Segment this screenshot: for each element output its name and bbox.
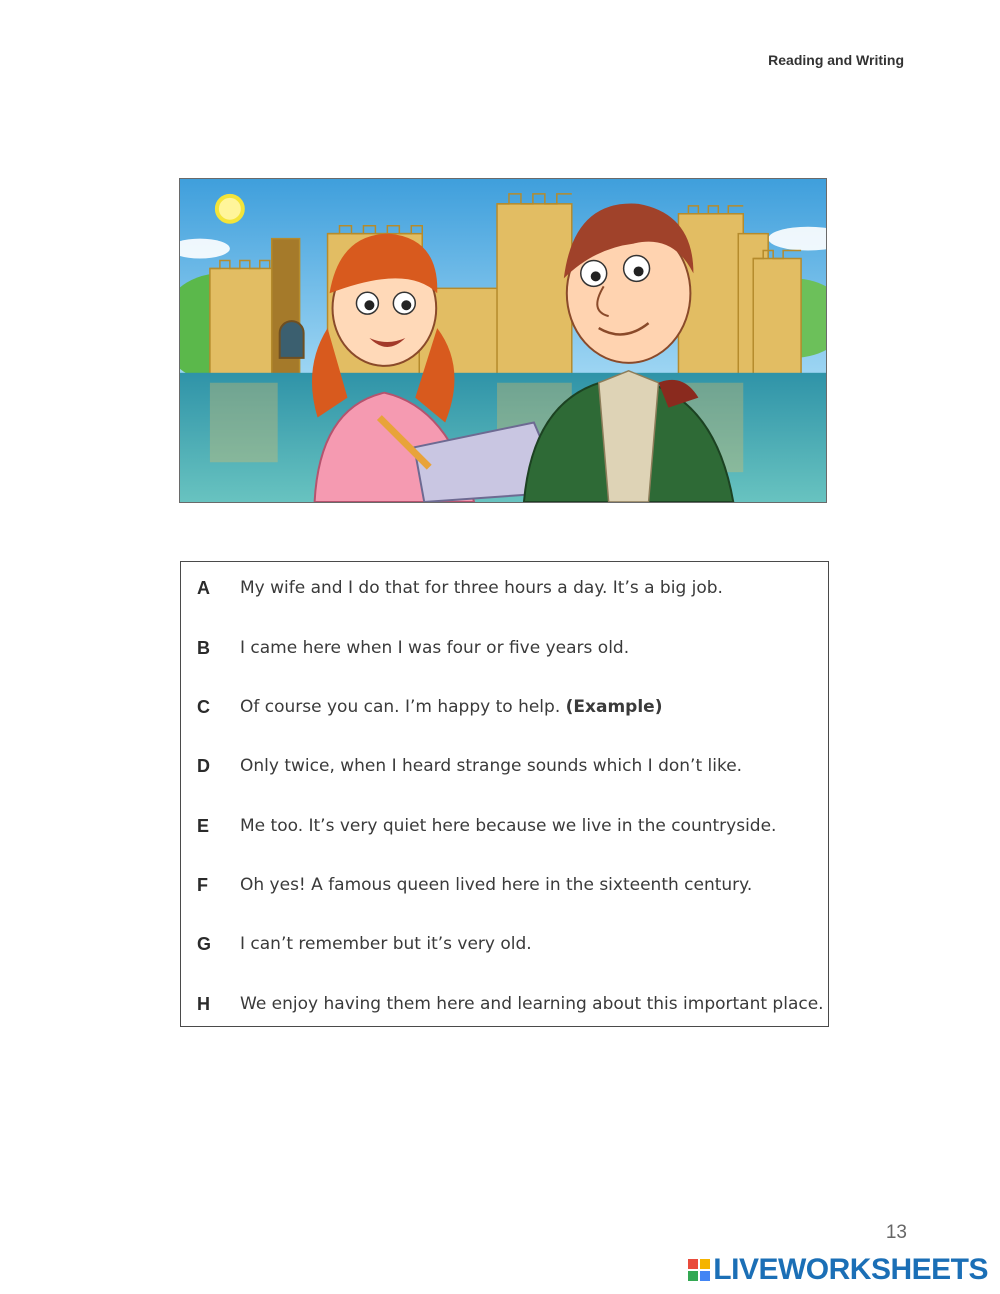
answer-options-box: [180, 561, 829, 1027]
option-text: We enjoy having them here and learning about this important place.: [240, 994, 824, 1014]
option-letter: B: [197, 637, 210, 658]
option-d[interactable]: [181, 751, 828, 781]
brand-logo[interactable]: [688, 1253, 988, 1287]
sun-icon: [217, 196, 243, 222]
castle-scene-svg: [180, 179, 826, 502]
option-text: Oh yes! A famous queen lived here in the sixteenth century.: [240, 875, 753, 895]
example-tag: (Example): [565, 697, 663, 717]
option-e[interactable]: [181, 811, 828, 841]
option-letter: C: [197, 696, 210, 717]
option-b[interactable]: [181, 633, 828, 663]
section-title: Reading and Writing: [768, 52, 904, 68]
option-letter: F: [197, 874, 208, 895]
page-number: 13: [885, 1222, 907, 1243]
option-letter: G: [197, 933, 212, 954]
castle-window: [280, 321, 304, 358]
option-c[interactable]: [181, 692, 828, 722]
option-a[interactable]: [181, 573, 828, 603]
option-text: I came here when I was four or five years old.: [240, 638, 630, 658]
option-text: Of course you can. I’m happy to help. (Example): [240, 697, 663, 717]
liveworksheets-logo-icon: [688, 1259, 710, 1281]
castle-scene-illustration: [179, 178, 827, 503]
option-text: Me too. It’s very quiet here because we live in the countryside.: [240, 816, 777, 836]
option-text: I can’t remember but it’s very old.: [240, 934, 532, 954]
option-letter: H: [197, 993, 210, 1014]
brand-name: LIVEWORKSHEETS: [713, 1253, 988, 1286]
option-letter: E: [197, 815, 210, 836]
option-letter: D: [197, 755, 210, 776]
option-f[interactable]: [181, 870, 828, 900]
option-text: My wife and I do that for three hours a day. It’s a big job.: [240, 578, 723, 598]
option-g[interactable]: [181, 929, 828, 959]
option-letter: A: [197, 577, 210, 598]
option-h[interactable]: [181, 989, 828, 1019]
option-text: Only twice, when I heard strange sounds which I don’t like.: [240, 756, 743, 776]
